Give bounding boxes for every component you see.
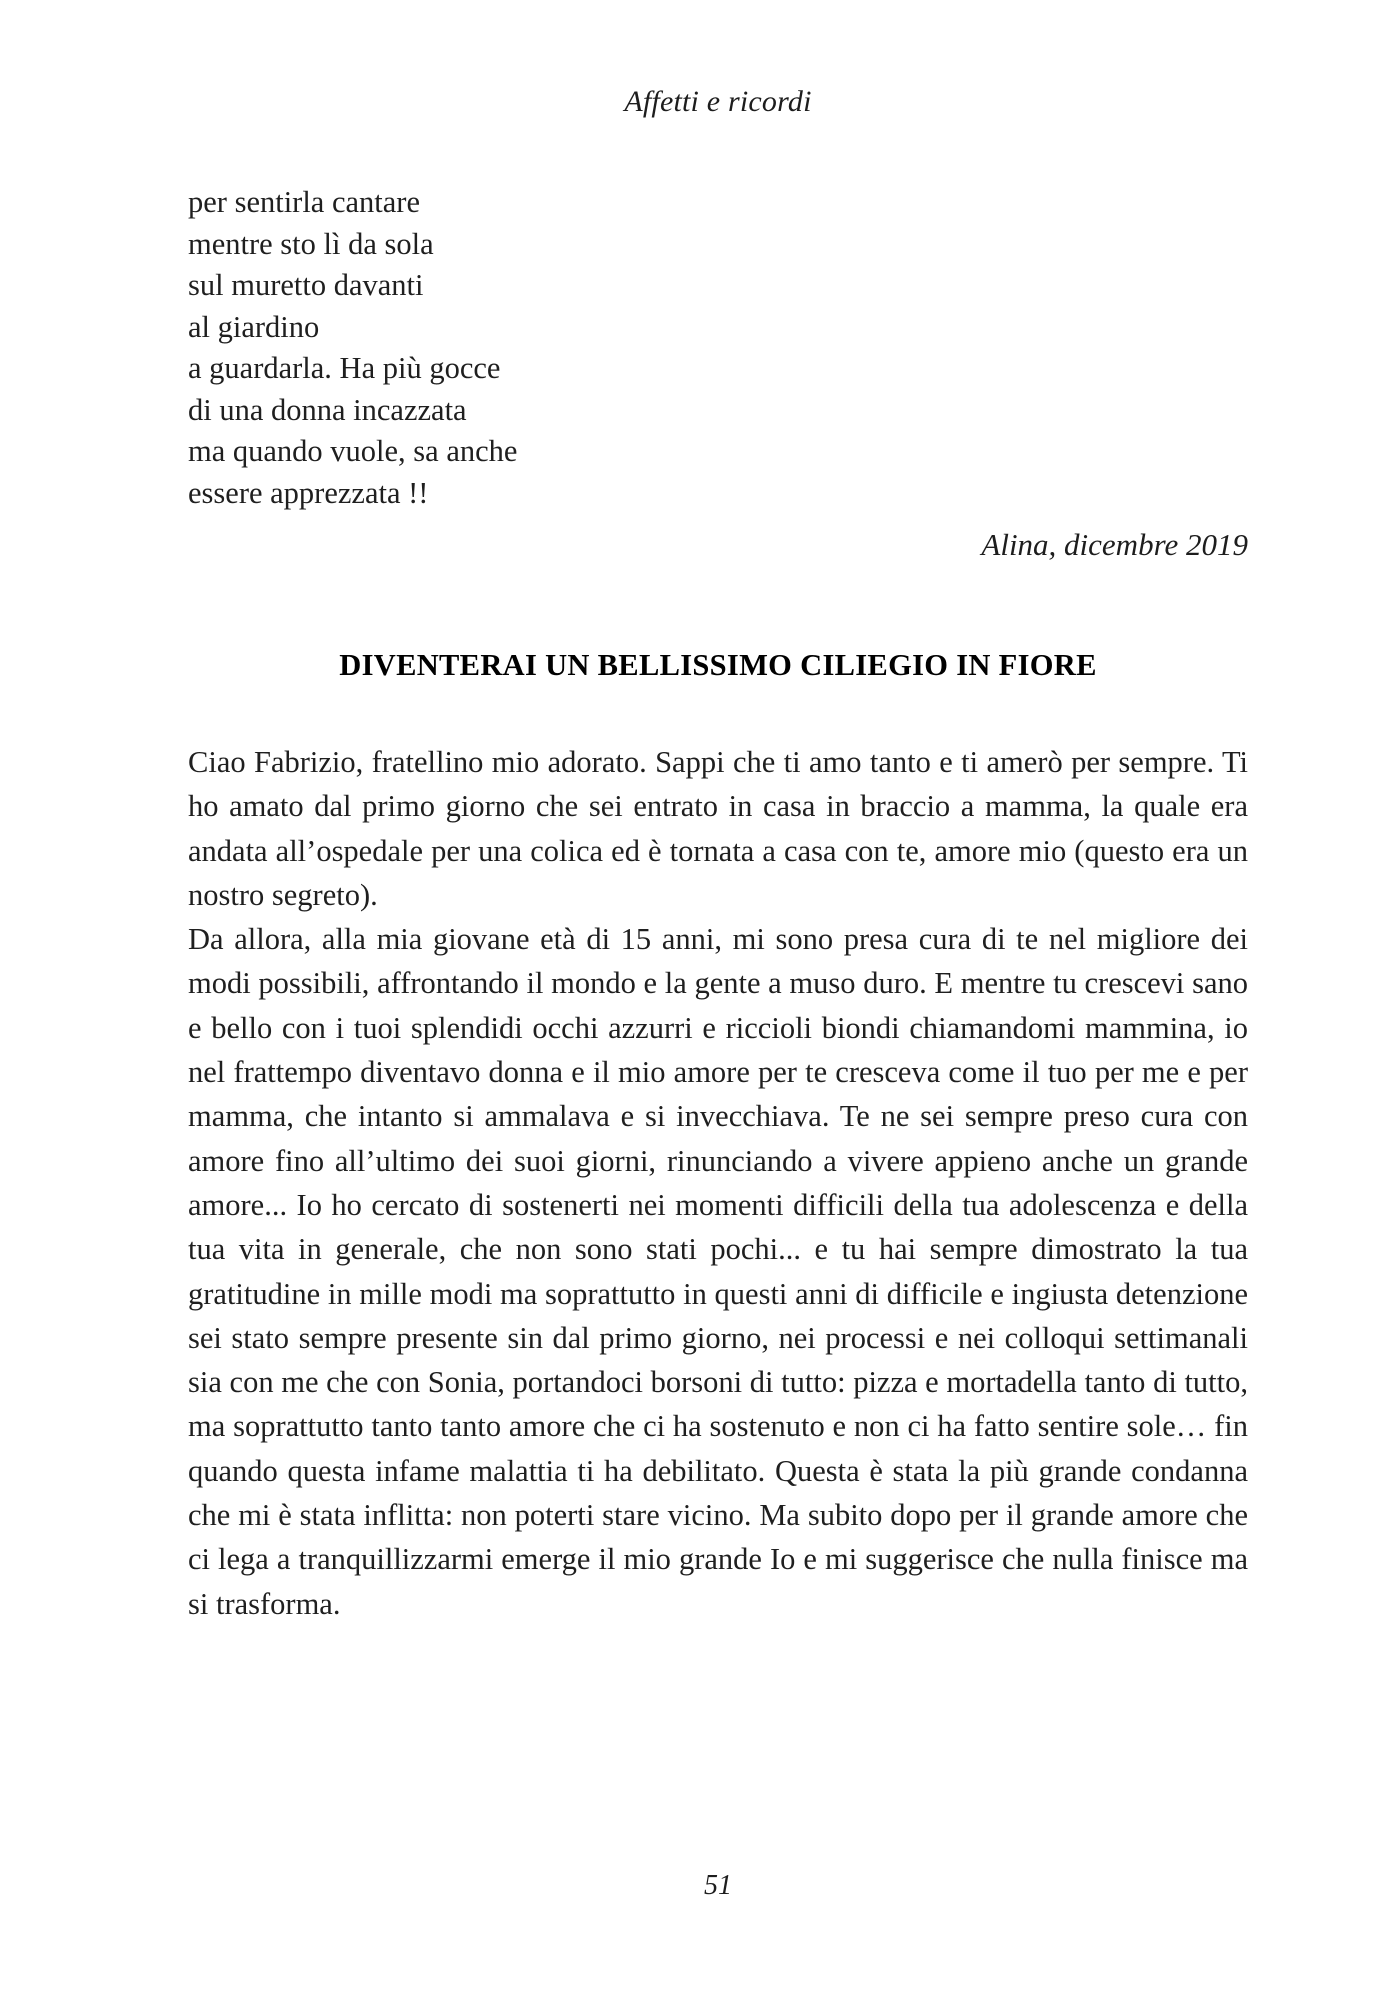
poem-line: a guardarla. Ha più gocce bbox=[188, 351, 501, 385]
poem-attribution: Alina, dicembre 2019 bbox=[981, 527, 1248, 562]
page-number: 51 bbox=[704, 1870, 732, 1901]
body-paragraph: Ciao Fabrizio, fratellino mio adorato. Sappi che ti amo tanto e ti amerò per sempre. Ti ho amato dal primo giorno che sei entrato in casa in braccio a mamma, la quale era andata all’ospedale per una colica ed è tornata a casa con te, amore mio (questo era un nostro segreto). bbox=[188, 745, 1248, 912]
section-title: DIVENTERAI UN BELLISSIMO CILIEGIO IN FIORE bbox=[339, 648, 1097, 682]
poem-line: sul muretto davanti bbox=[188, 268, 424, 302]
poem-line: mentre sto lì da sola bbox=[188, 226, 434, 261]
poem-line: per sentirla cantare bbox=[188, 185, 420, 219]
poem-stanza bbox=[188, 182, 1248, 514]
body-paragraph: Da allora, alla mia giovane età di 15 anni, mi sono presa cura di te nel migliore dei modi possibili, affrontando il mondo e la gente a muso duro. E mentre tu crescevi sano e bello con i tuoi splendidi occhi azzurri e riccioli biondi chiamandomi mammina, io nel frattempo diventavo donna e il mio amore per te cresceva come il tuo per me e per mamma, che intanto si ammalava e si invecchiava. Te ne sei sempre preso cura con amore fino all’ultimo dei suoi giorni, rinunciando a vivere appieno anche un grande amore... Io ho cercato di sostenerti nei momenti difficili della tua adolescenza e della tua vita in generale, che non sono stati pochi... e tu hai sempre dimostrato la tua gratitudine in mille modi ma soprattutto in questi anni di difficile e ingiusta detenzione sei stato sempre presente sin dal primo giorno, nei processi e nei colloqui settimanali sia con me che con Sonia, portandoci borsoni di tutto: pizza e mortadella tanto di tutto, ma soprattutto tanto tanto amore che ci ha sostenuto e non ci ha fatto sentire sole… fin quando questa infame malattia ti ha debilitato. Questa è stata la più grande condanna che mi è stata inflitta: non poterti stare vicino. Ma subito dopo per il grande amore che ci lega a tranquillizzarmi emerge il mio grande Io e mi suggerisce che nulla finisce ma si trasforma. bbox=[188, 922, 1248, 1621]
body-copy bbox=[188, 740, 1248, 1626]
poem-line: ma quando vuole, sa anche bbox=[188, 434, 518, 468]
running-head: Affetti e ricordi bbox=[624, 85, 812, 118]
poem-line: essere apprezzata !! bbox=[188, 475, 429, 510]
poem-line: al giardino bbox=[188, 309, 320, 344]
poem-line: di una donna incazzata bbox=[188, 392, 467, 427]
